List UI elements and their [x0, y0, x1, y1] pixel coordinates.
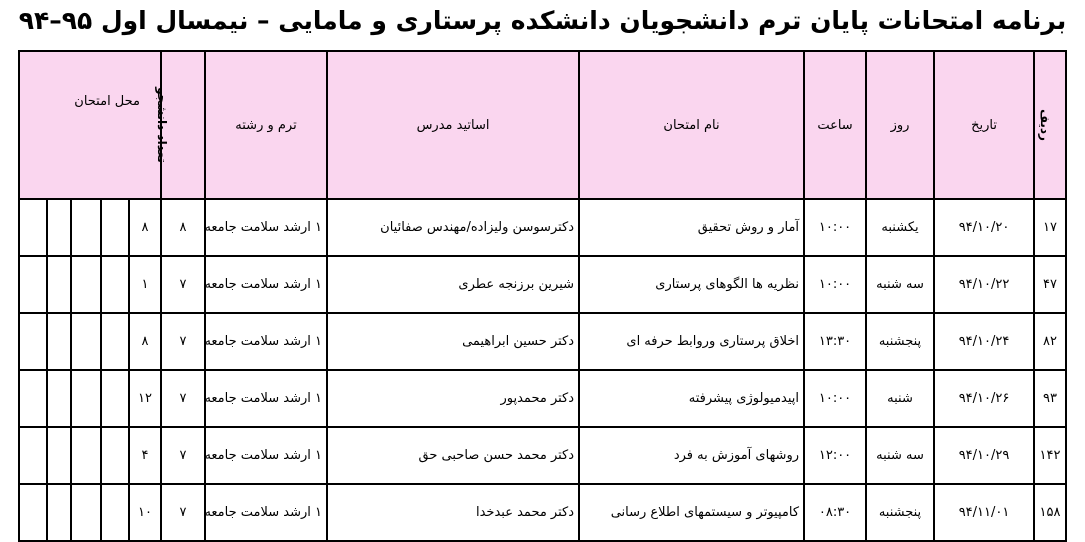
table-header-row — [19, 51, 1066, 199]
cell-location-empty — [19, 427, 47, 484]
table-row — [19, 484, 1066, 541]
cell-day: پنجشنبه — [866, 484, 934, 541]
cell-location-empty — [101, 427, 129, 484]
cell-day: پنجشنبه — [866, 313, 934, 370]
header-time: ساعت — [804, 51, 866, 199]
cell-location-empty — [19, 484, 47, 541]
header-day: روز — [866, 51, 934, 199]
header-index: ردیف — [1034, 51, 1066, 199]
header-student-count: تعداد دانشجو — [161, 51, 205, 199]
cell-index: ۱۵۸ — [1034, 484, 1066, 541]
cell-time: ۱۰:۰۰ — [804, 199, 866, 256]
cell-location: ۸ — [129, 199, 161, 256]
exam-schedule-table — [18, 50, 1067, 542]
cell-index: ۴۷ — [1034, 256, 1066, 313]
cell-location-empty — [71, 199, 101, 256]
cell-time: ۱۰:۰۰ — [804, 256, 866, 313]
cell-day: یکشنبه — [866, 199, 934, 256]
cell-date: ۹۴/۱۰/۲۰ — [934, 199, 1034, 256]
cell-term-major: ۱ ارشد سلامت جامعه — [205, 313, 327, 370]
cell-student-count: ۷ — [161, 256, 205, 313]
cell-location: ۸ — [129, 313, 161, 370]
header-exam-name: نام امتحان — [579, 51, 804, 199]
cell-location-empty — [71, 256, 101, 313]
cell-day: شنبه — [866, 370, 934, 427]
header-term-major: ترم و رشته — [205, 51, 327, 199]
cell-day: سه شنبه — [866, 427, 934, 484]
cell-location: ۱ — [129, 256, 161, 313]
header-teachers: اساتید مدرس — [327, 51, 579, 199]
cell-location-empty — [19, 256, 47, 313]
cell-location-empty — [47, 484, 71, 541]
cell-date: ۹۴/۱۰/۲۶ — [934, 370, 1034, 427]
cell-location-empty — [71, 484, 101, 541]
cell-location-empty — [19, 313, 47, 370]
cell-location-empty — [101, 256, 129, 313]
cell-location: ۱۲ — [129, 370, 161, 427]
cell-exam-name: اخلاق پرستاری وروابط حرفه ای — [579, 313, 804, 370]
cell-location-empty — [47, 427, 71, 484]
cell-location-empty — [47, 199, 71, 256]
cell-time: ۱۰:۰۰ — [804, 370, 866, 427]
cell-exam-name: آمار و روش تحقیق — [579, 199, 804, 256]
page-title: برنامه امتحانات پایان ترم دانشجویان دانشکده پرستاری و مامایی – نیمسال اول ۹۵–۹۴ — [18, 6, 1067, 35]
header-date: تاریخ — [934, 51, 1034, 199]
cell-location: ۴ — [129, 427, 161, 484]
cell-index: ۸۲ — [1034, 313, 1066, 370]
cell-teacher: دکتر محمد عبدخدا — [327, 484, 579, 541]
cell-date: ۹۴/۱۰/۲۴ — [934, 313, 1034, 370]
cell-student-count: ۷ — [161, 370, 205, 427]
cell-teacher: دکتر محمدپور — [327, 370, 579, 427]
cell-location-empty — [19, 370, 47, 427]
cell-teacher: شیرین برزنجه عطری — [327, 256, 579, 313]
cell-term-major: ۱ ارشد سلامت جامعه — [205, 427, 327, 484]
table-row — [19, 256, 1066, 313]
table-row — [19, 370, 1066, 427]
table-row — [19, 199, 1066, 256]
cell-location-empty — [47, 370, 71, 427]
cell-location-empty — [19, 199, 47, 256]
table-row — [19, 313, 1066, 370]
cell-time: ۱۳:۳۰ — [804, 313, 866, 370]
cell-date: ۹۴/۱۱/۰۱ — [934, 484, 1034, 541]
cell-time: ۱۲:۰۰ — [804, 427, 866, 484]
cell-teacher: دکتر محمد حسن صاحبی حق — [327, 427, 579, 484]
cell-term-major: ۱ ارشد سلامت جامعه — [205, 484, 327, 541]
cell-location-empty — [71, 370, 101, 427]
cell-location-empty — [101, 484, 129, 541]
cell-index: ۱۴۲ — [1034, 427, 1066, 484]
cell-term-major: ۱ ارشد سلامت جامعه — [205, 370, 327, 427]
cell-term-major: ۱ ارشد سلامت جامعه — [205, 256, 327, 313]
cell-index: ۹۳ — [1034, 370, 1066, 427]
cell-exam-name: اپیدمیولوژی پیشرفته — [579, 370, 804, 427]
cell-location-empty — [71, 427, 101, 484]
cell-location-empty — [101, 199, 129, 256]
cell-term-major: ۱ ارشد سلامت جامعه — [205, 199, 327, 256]
cell-location-empty — [101, 370, 129, 427]
cell-date: ۹۴/۱۰/۲۹ — [934, 427, 1034, 484]
cell-student-count: ۷ — [161, 313, 205, 370]
cell-student-count: ۸ — [161, 199, 205, 256]
cell-location-empty — [47, 256, 71, 313]
cell-student-count: ۷ — [161, 427, 205, 484]
cell-teacher: دکترسوسن ولیزاده/مهندس صفائیان — [327, 199, 579, 256]
cell-exam-name: کامپیوتر و سیستمهای اطلاع رسانی — [579, 484, 804, 541]
header-location: محل امتحان — [19, 51, 161, 199]
cell-student-count: ۷ — [161, 484, 205, 541]
cell-exam-name: نظریه ها الگوهای پرستاری — [579, 256, 804, 313]
cell-exam-name: روشهای آموزش به فرد — [579, 427, 804, 484]
cell-location-empty — [101, 313, 129, 370]
cell-day: سه شنبه — [866, 256, 934, 313]
table-row — [19, 427, 1066, 484]
cell-location-empty — [47, 313, 71, 370]
cell-index: ۱۷ — [1034, 199, 1066, 256]
cell-location-empty — [71, 313, 101, 370]
cell-teacher: دکتر حسین ابراهیمی — [327, 313, 579, 370]
cell-location: ۱۰ — [129, 484, 161, 541]
cell-time: ۰۸:۳۰ — [804, 484, 866, 541]
cell-date: ۹۴/۱۰/۲۲ — [934, 256, 1034, 313]
